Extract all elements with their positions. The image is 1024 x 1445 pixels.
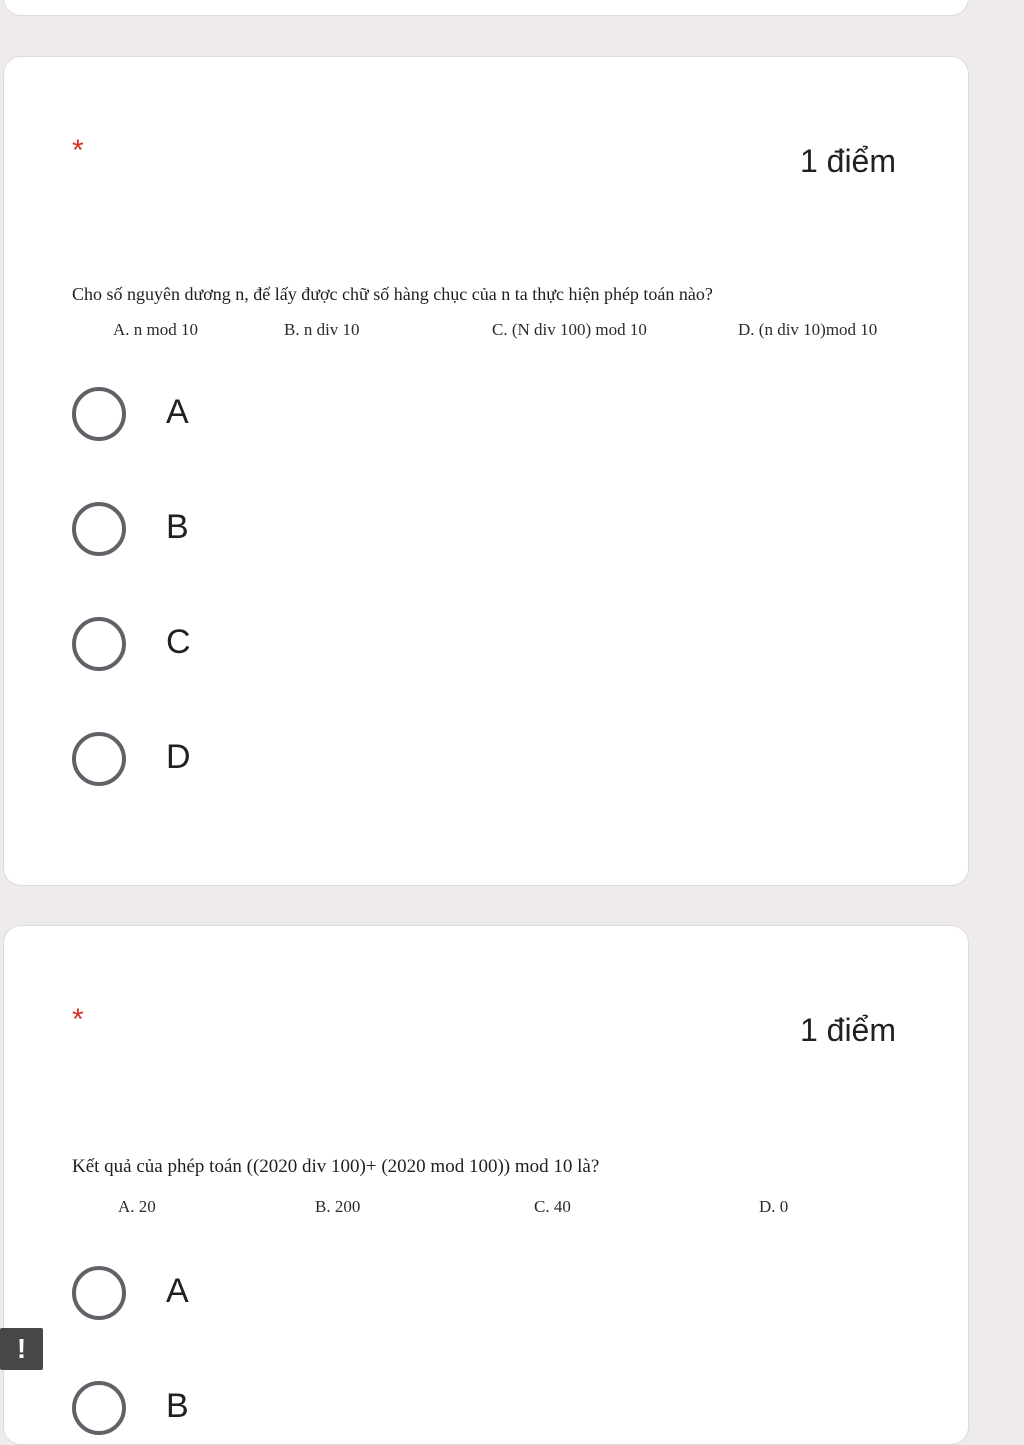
option-a[interactable] xyxy=(72,1266,312,1322)
choice-text-c: C. 40 xyxy=(534,1197,571,1216)
question-text: Cho số nguyên dương n, để lấy được chữ số hàng chục của n ta thực hiện phép toán nào? xyxy=(72,284,713,304)
option-label: C xyxy=(166,623,191,661)
points-label: 1 điểm xyxy=(799,143,896,179)
previous-question-card xyxy=(3,0,969,16)
choice-text-d: D. (n div 10)mod 10 xyxy=(738,320,878,339)
radio-button[interactable] xyxy=(72,617,126,671)
choice-text-d: D. 0 xyxy=(759,1197,789,1216)
choice-text-a: A. n mod 10 xyxy=(113,320,198,339)
radio-button[interactable] xyxy=(72,502,126,556)
radio-button[interactable] xyxy=(72,1381,126,1435)
option-d[interactable] xyxy=(72,732,312,788)
option-a[interactable] xyxy=(72,387,312,443)
option-c[interactable] xyxy=(72,617,312,673)
required-asterisk: * xyxy=(72,1003,84,1036)
choice-text-a: A. 20 xyxy=(118,1197,156,1216)
radio-button[interactable] xyxy=(72,1266,126,1320)
error-icon: ! xyxy=(0,1328,43,1370)
points-label: 1 điểm xyxy=(799,1012,896,1048)
choice-text-c: C. (N div 100) mod 10 xyxy=(492,320,647,339)
option-label: D xyxy=(166,738,191,776)
option-b[interactable] xyxy=(72,1381,312,1437)
option-label: B xyxy=(166,1387,189,1425)
option-label: A xyxy=(166,393,189,431)
choice-text-b: B. n div 10 xyxy=(284,320,360,339)
radio-button[interactable] xyxy=(72,732,126,786)
option-label: A xyxy=(166,1272,189,1310)
radio-button[interactable] xyxy=(72,387,126,441)
option-label: B xyxy=(166,508,189,546)
question-text: Kết quả của phép toán ((2020 div 100)+ (2020 mod 100)) mod 10 là? xyxy=(72,1156,600,1177)
choice-text-b: B. 200 xyxy=(315,1197,361,1216)
question-card-2 xyxy=(3,925,969,1445)
option-b[interactable] xyxy=(72,502,312,558)
question-card-1 xyxy=(3,56,969,886)
required-asterisk: * xyxy=(72,134,84,167)
